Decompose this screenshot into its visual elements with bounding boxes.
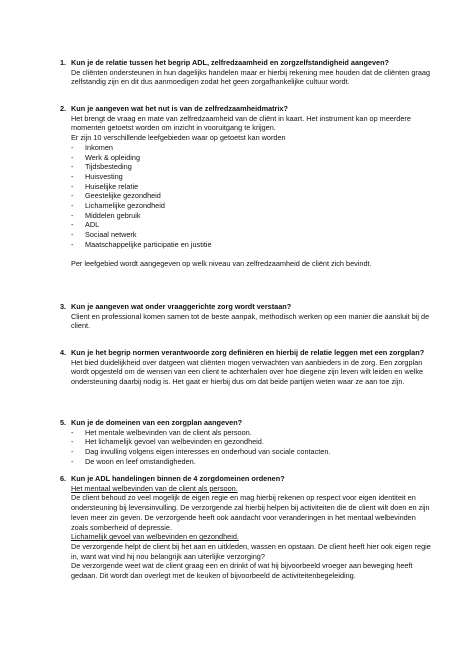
- bullet-dash: -: [71, 201, 74, 211]
- list-item: [71, 182, 431, 192]
- list-item-label: Lichamelijke gezondheid: [85, 201, 165, 211]
- question-number: 4.: [60, 348, 67, 357]
- list-item-label: Het mentale welbevinden van de client als persoon.: [85, 427, 252, 437]
- bullet-dash: -: [71, 447, 74, 457]
- paragraph-physical: De verzorgende helpt de client bij het aan en uitkleden, wassen en opstaan. De client heeft hier ook eigen regie in, want wat vind hij nou belangrijk aan uiterlijke verzorging?: [71, 541, 431, 561]
- list-item: [71, 457, 431, 467]
- list-item: [71, 172, 431, 182]
- question-title: Kun je de domeinen van een zorgplan aangeven?: [71, 418, 243, 427]
- bullet-dash: -: [71, 230, 74, 240]
- leefgebieden-list: [71, 143, 431, 250]
- question-title: Kun je ADL handelingen binnen de 4 zorgdomeinen ordenen?: [71, 474, 285, 483]
- question-1: [60, 58, 431, 87]
- list-item: [71, 447, 431, 457]
- bullet-dash: -: [71, 210, 74, 220]
- list-item: [71, 230, 431, 240]
- list-item: [71, 220, 431, 230]
- question-5: [60, 418, 431, 467]
- bullet-dash: -: [71, 162, 74, 172]
- question-2: [60, 104, 431, 269]
- list-item: [71, 162, 431, 172]
- question-title: Kun je de relatie tussen het begrip ADL, zelfredzaamheid en zorgzelfstandigheid aangeven?: [71, 58, 390, 67]
- question-number: 3.: [60, 302, 67, 311]
- list-item-label: ADL: [85, 220, 100, 230]
- list-item-label: Tijdsbesteding: [85, 162, 132, 172]
- domains-list: [71, 428, 431, 467]
- list-item-label: De woon en leef omstandigheden.: [85, 456, 196, 466]
- question-4: [60, 348, 431, 387]
- question-6: [60, 474, 431, 581]
- list-item-label: Sociaal netwerk: [85, 230, 137, 240]
- list-item: [71, 240, 431, 250]
- list-intro: Er zijn 10 verschillende leefgebieden waar op getoetst kan worden: [71, 133, 286, 143]
- bullet-dash: -: [71, 152, 74, 162]
- question-answer: Client en professional komen samen tot de beste aanpak, methodisch werken op een manier die aansluit bij de client.: [71, 311, 430, 331]
- question-number: 6.: [60, 474, 67, 483]
- question-number: 2.: [60, 104, 67, 113]
- bullet-dash: -: [71, 171, 74, 181]
- question-number: 5.: [60, 418, 67, 427]
- subheading-physical: Lichamelijk gevoel van welbevinden en gezondheid.: [71, 532, 239, 542]
- list-item-label: Geestelijke gezondheid: [85, 191, 161, 201]
- bullet-dash: -: [71, 181, 74, 191]
- list-item: [71, 211, 431, 221]
- list-item-label: Huiselijke relatie: [85, 181, 139, 191]
- bullet-dash: -: [71, 191, 74, 201]
- closing-text: Per leefgebied wordt aangegeven op welk niveau van zelfredzaamheid de cliënt zich bevindt.: [71, 259, 372, 269]
- bullet-dash: -: [71, 437, 74, 447]
- list-item-label: Huisvesting: [85, 171, 123, 181]
- list-item: [71, 153, 431, 163]
- paragraph-food: De verzorgende weet wat de client graag een en drinkt of wat hij bijvoorbeeld vroeger aan beweging heeft gedaan. Dit wordt dan overlegt met de keuken of bijvoorbeeld de activiteitenbegeleiding.: [71, 561, 413, 581]
- question-number: 1.: [60, 58, 67, 67]
- list-item: [71, 428, 431, 438]
- question-title: Kun je het begrip normen verantwoorde zorg definiëren en hierbij de relatie leggen met een zorgplan?: [71, 348, 425, 357]
- list-item-label: Middelen gebruik: [85, 210, 141, 220]
- bullet-dash: -: [71, 142, 74, 152]
- paragraph-mental: De client behoud zo veel mogelijk de eigen regie en mag hierbij rekenen op respect voor eigen identiteit en ondersteuning bij levensinvulling. De verzorgende zal hierbij helpen bij activiteiten die de client wilt doen en zijn leven meer zin geven. De verzorgende heeft ook aandacht voor veranderingen in het mentaal welbevinden zoals somberheid of depressie.: [71, 493, 430, 532]
- list-item: [71, 201, 431, 211]
- list-item-label: Het lichamelijk gevoel van welbevinden en gezondheid.: [85, 437, 264, 447]
- list-item-label: Maatschappelijke participatie en justitie: [85, 239, 212, 249]
- question-answer: De cliënten ondersteunen in hun dagelijks handelen maar er hierbij rekening mee houden dat de cliënten graag zelfstandig zijn en dit dus aanmoedigen zodat het geen zorgafhankelijke cultuur wordt.: [71, 67, 431, 87]
- bullet-dash: -: [71, 220, 74, 230]
- list-item-label: Dag invulling volgens eigen interesses en onderhoud van sociale contacten.: [85, 447, 331, 457]
- question-title: Kun je aangeven wat onder vraaggerichte zorg wordt verstaan?: [71, 302, 292, 311]
- list-item-label: Inkomen: [85, 142, 113, 152]
- list-item: [71, 191, 431, 201]
- bullet-dash: -: [71, 427, 74, 437]
- question-answer: Het bied duidelijkheid over datgeen wat cliënten mogen verwachten van aanbieders in de zorg. Een zorgplan wordt opgesteld om de wensen van een client te achterhalen over hoe diegene zijn leven wilt leiden en welke ondersteuning daarbij nodig is. Het gaat er hierbij dus om dat beide partijen weten waar ze aan toe zijn.: [71, 357, 424, 387]
- subheading-mental: Het mentaal welbevinden van de client als persoon.: [71, 483, 238, 493]
- question-title: Kun je aangeven wat het nut is van de zelfredzaamheidmatrix?: [71, 104, 288, 113]
- list-item: [71, 437, 431, 447]
- question-3: [60, 302, 431, 331]
- list-item: [71, 143, 431, 153]
- bullet-dash: -: [71, 239, 74, 249]
- question-answer: Het brengt de vraag en mate van zelfredzaamheid van de cliënt in kaart. Het instrument kan op meerdere momenten getoetst worden om inzicht in vooruitgang te krijgen.: [71, 113, 411, 133]
- list-item-label: Werk & opleiding: [85, 152, 141, 162]
- bullet-dash: -: [71, 456, 74, 466]
